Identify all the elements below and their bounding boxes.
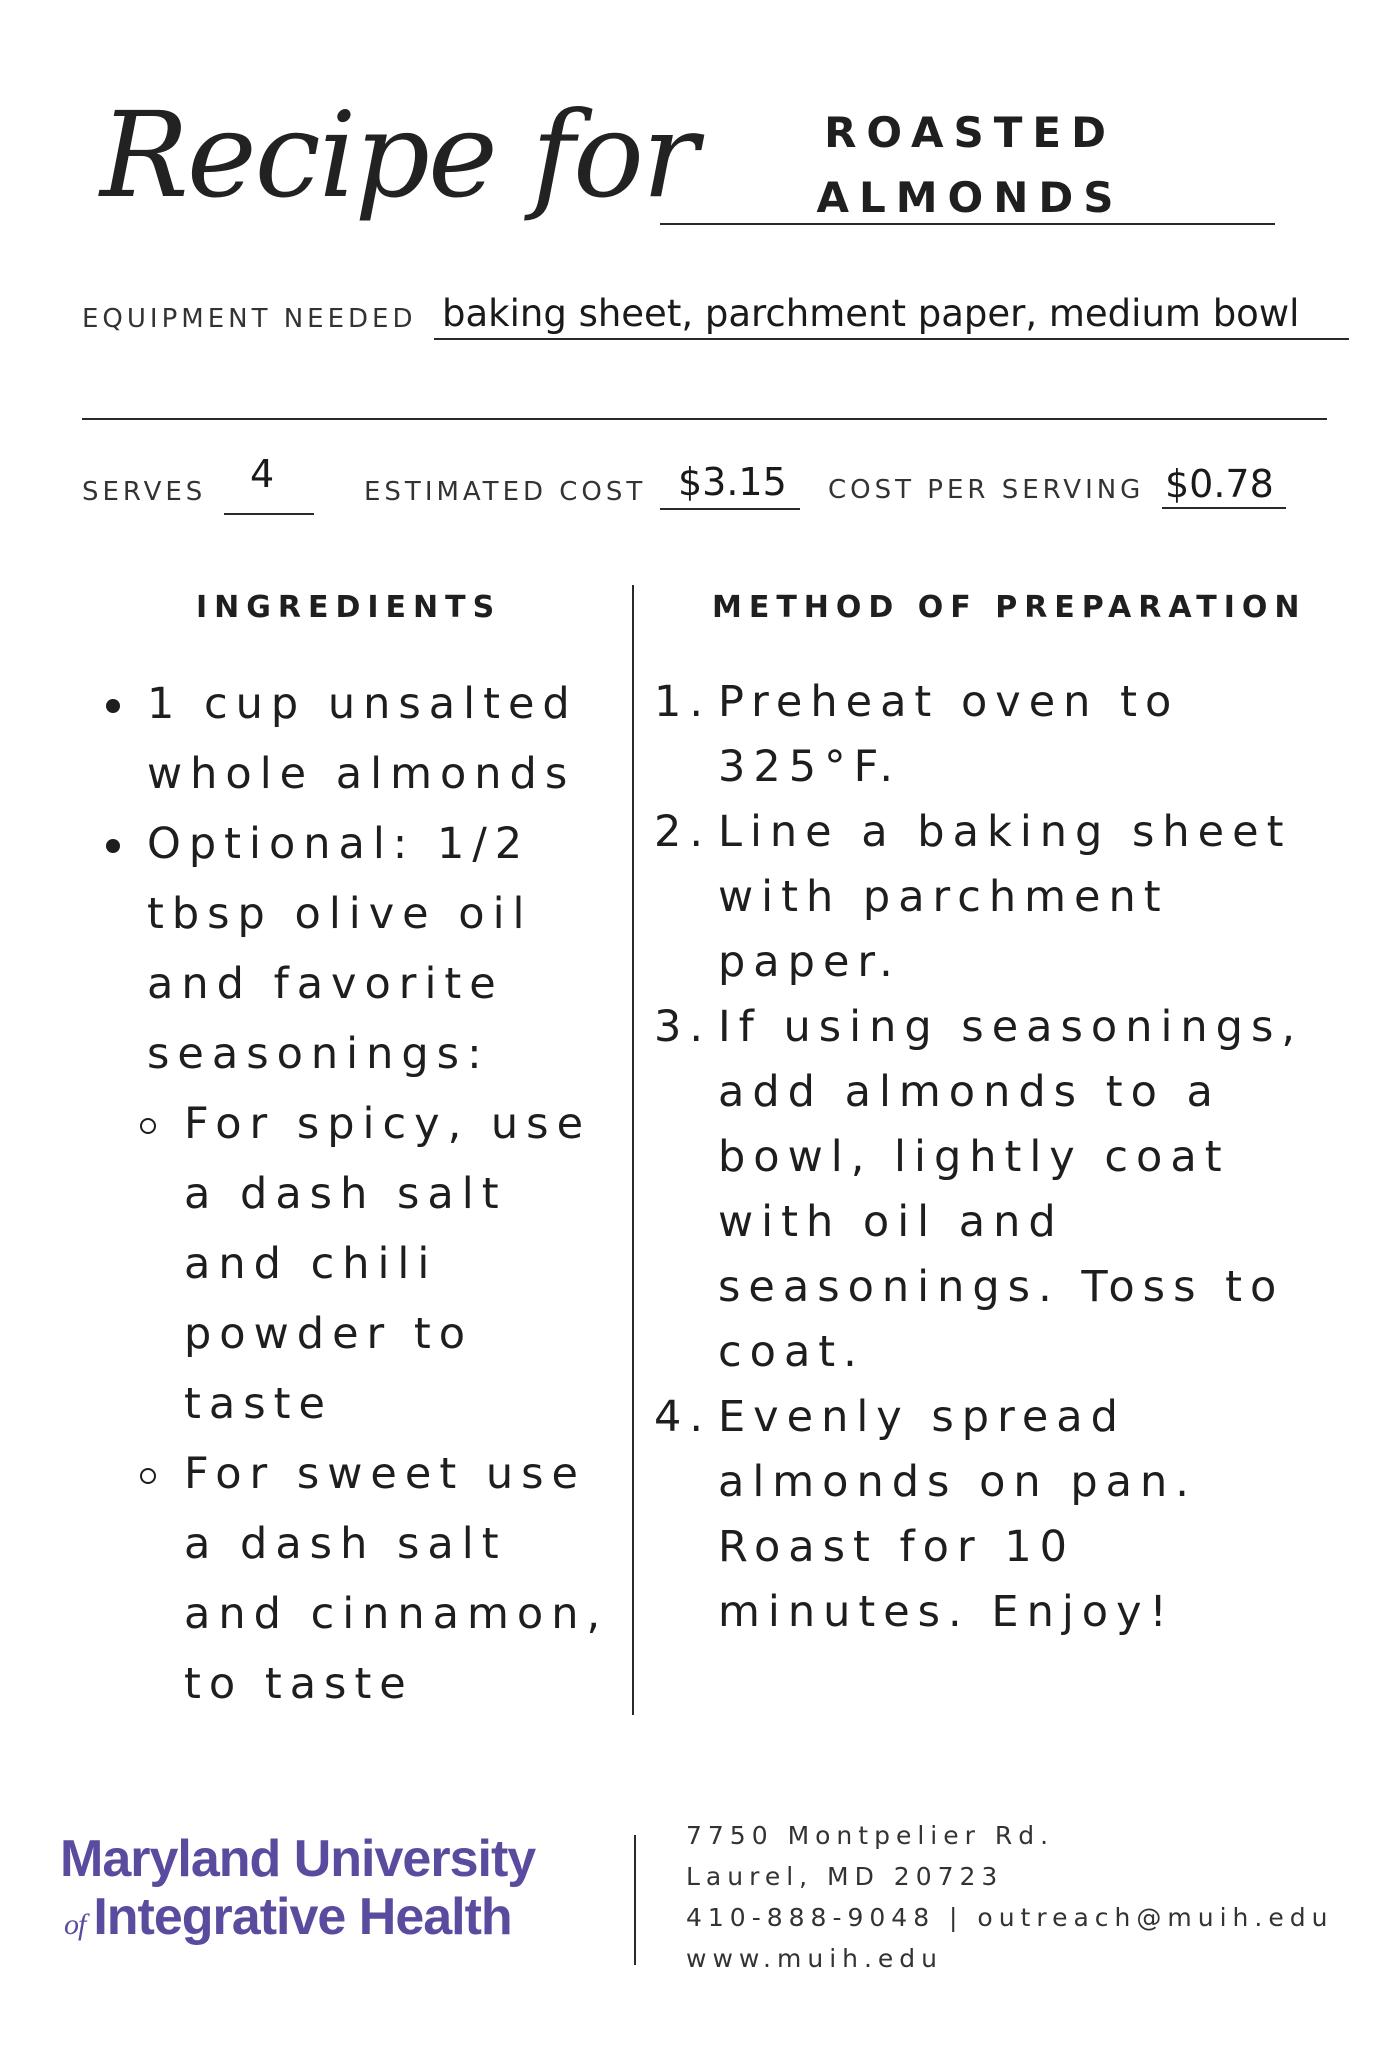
estimated-cost-underline — [660, 508, 800, 510]
serves-label: SERVES — [82, 477, 207, 507]
ingredients-heading: INGREDIENTS — [196, 590, 502, 625]
step-number: 1. — [654, 677, 712, 727]
method-steps — [654, 670, 1344, 1645]
estimated-cost-label: ESTIMATED COST — [364, 477, 647, 507]
ingredient-sub-item — [102, 1439, 622, 1719]
ingredient-sub-item — [102, 1089, 622, 1439]
cost-per-serving-label: COST PER SERVING — [828, 475, 1145, 505]
ingredient-item — [102, 669, 622, 809]
dish-title-line1: ROASTED — [824, 108, 1116, 157]
equipment-value: baking sheet, parchment paper, medium bowl — [442, 292, 1300, 335]
ingredient-sub-text: For spicy, use a dash salt and chili powder to taste — [184, 1099, 592, 1429]
estimated-cost-value: $3.15 — [678, 460, 787, 504]
logo-of: of — [64, 1908, 86, 1941]
cost-per-serving-underline — [1162, 507, 1286, 509]
equipment-second-line — [82, 418, 1327, 420]
method-heading: METHOD OF PREPARATION — [712, 590, 1307, 625]
ingredient-item — [102, 809, 622, 1719]
method-step — [654, 1385, 1344, 1645]
step-text: Preheat oven to 325°F. — [718, 677, 1180, 792]
footer-divider — [634, 1835, 636, 1965]
serves-value: 4 — [250, 452, 275, 496]
dish-title — [660, 100, 1280, 230]
ingredients-list — [102, 669, 622, 1719]
method-step — [654, 995, 1344, 1385]
method-step — [654, 670, 1344, 800]
serves-underline — [224, 513, 314, 515]
step-number: 3. — [654, 1002, 712, 1052]
recipe-for-title: Recipe for — [100, 86, 697, 224]
method-step — [654, 800, 1344, 995]
ingredient-text: 1 cup unsalted whole almonds — [147, 679, 578, 799]
phone-email: 410-888-9048 | outreach@muih.edu — [686, 1903, 1334, 1932]
dish-title-underline — [660, 223, 1275, 225]
equipment-label: EQUIPMENT NEEDED — [82, 304, 417, 334]
step-text: If using seasonings, add almonds to a bowl, lightly coat with oil and seasonings. Toss to coat. — [718, 1002, 1304, 1377]
cost-per-serving-value: $0.78 — [1165, 462, 1274, 506]
equipment-underline — [434, 338, 1349, 340]
university-logo — [60, 1830, 580, 1954]
column-divider — [632, 585, 634, 1715]
step-number: 4. — [654, 1392, 712, 1442]
website: www.muih.edu — [686, 1944, 944, 1973]
contact-block — [686, 1815, 1333, 1979]
step-text: Evenly spread almonds on pan. Roast for 10 minutes. Enjoy! — [718, 1392, 1197, 1637]
logo-line2-text: Integrative Health — [93, 1888, 512, 1946]
logo-line2 — [60, 1888, 580, 1954]
dish-title-line2: ALMONDS — [816, 173, 1124, 222]
address-line2: Laurel, MD 20723 — [686, 1862, 1004, 1891]
step-text: Line a baking sheet with parchment paper. — [718, 807, 1292, 987]
ingredient-sub-text: For sweet use a dash salt and cinnamon, to taste — [184, 1449, 609, 1709]
step-number: 2. — [654, 807, 712, 857]
ingredient-text: Optional: 1/2 tbsp olive oil and favorite seasonings: — [147, 819, 533, 1079]
logo-line1: Maryland University — [60, 1830, 536, 1888]
address-line1: 7750 Montpelier Rd. — [686, 1821, 1055, 1850]
